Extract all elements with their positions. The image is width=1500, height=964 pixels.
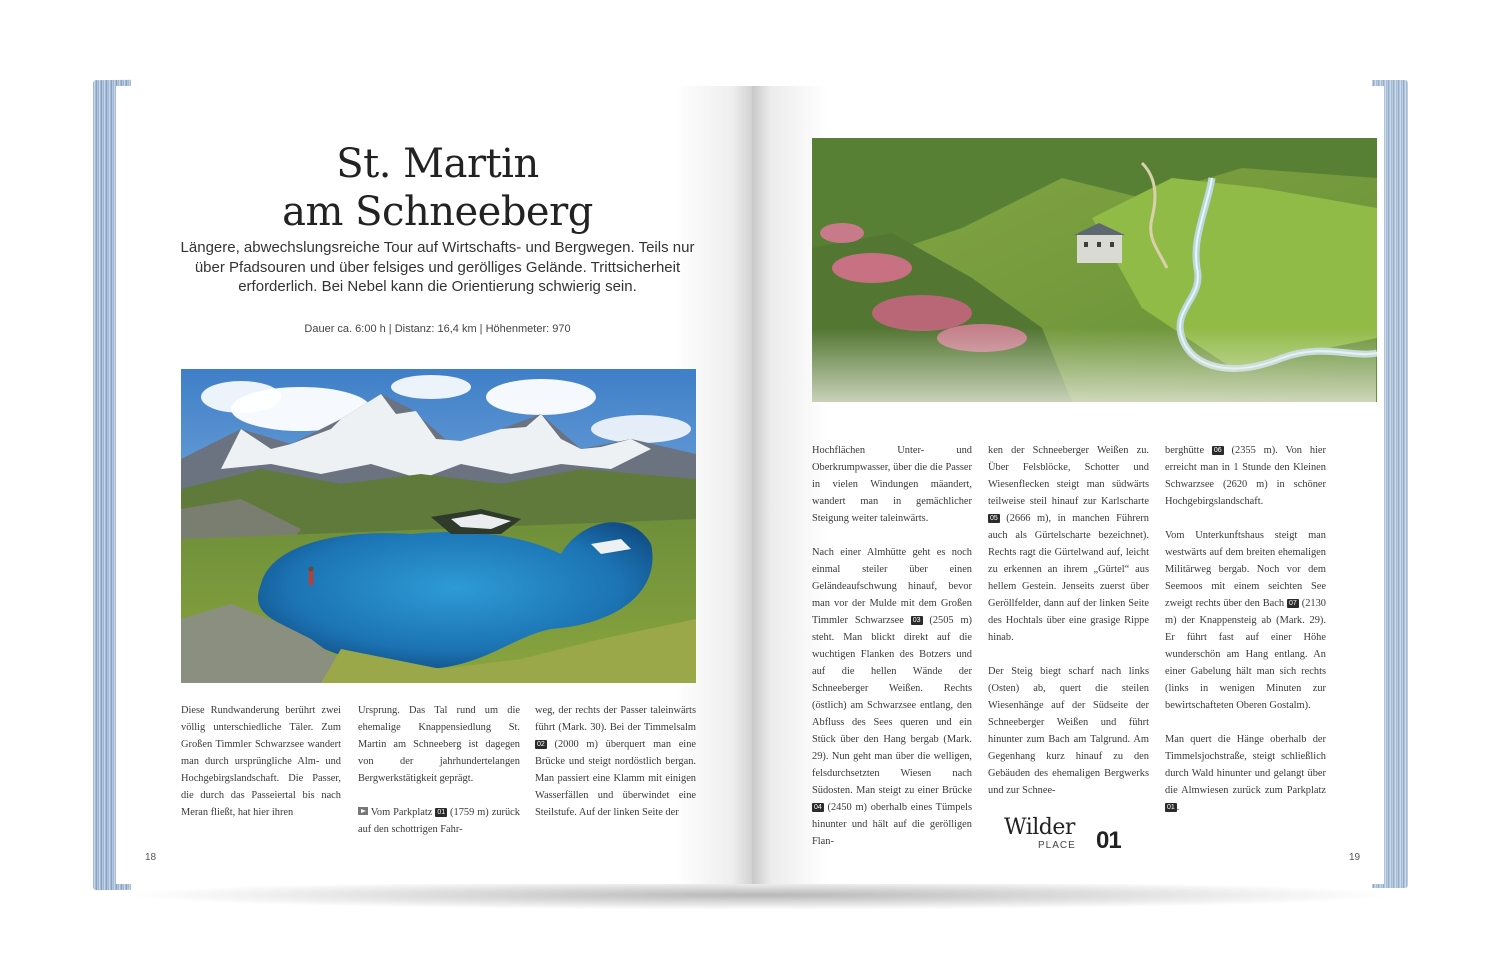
waypoint-badge: 02 <box>537 741 545 748</box>
waypoint-badge: 07 <box>1289 600 1297 607</box>
right-col3-text-1 <box>1165 442 1326 510</box>
waypoint-badge: 03 <box>912 617 921 624</box>
text-span: Man quert die Hänge oberhalb der Timmelsjochstraße, steigt schließlich durch Wald hinunter und gelangt über die Almwiesen zurück zum Parkplatz <box>1165 734 1326 796</box>
logo-word: Wilder <box>1004 815 1075 840</box>
right-column-2 <box>988 442 1149 799</box>
alpine-valley-photo <box>812 138 1377 402</box>
page-title <box>180 140 695 236</box>
right-col1-text-2 <box>812 544 972 850</box>
waypoint-badge: 01 <box>437 809 446 816</box>
waypoint-badge: 04 <box>814 804 822 811</box>
text-span: berghütte <box>1165 445 1212 456</box>
text-span: Nach einer Almhütte geht es noch einmal steiler über einen Geländeaufschwung hinauf, bevor man vor der Mulde mit dem Großen Timmler Schwarzsee <box>812 547 972 626</box>
right-column-3 <box>1165 442 1326 816</box>
text-span: (2505 m) steht. Man blickt direkt auf die wuchtigen Flanken des Botzers und auf die hellen Wände der Schneeberger Weißen. Rechts (östlich) am Schwarzsee entlang, den Abfluss des Sees queren und ein Stück über den Hang bergab (Mark. 29). Nun geht man über die welligen, felsdurchsetzten Wiesen nach Südosten. Man steigt zu einer Brücke <box>812 615 973 796</box>
col3-text <box>535 702 696 821</box>
text-span: (2666 m), in manchen Führern auch als Gürtelscharte bezeichnet). Rechts ragt die Gürtelwand auf, leicht zu erkennen an ihrem „Gürtel“ aus hellem Gestein. Jenseits zuerst über Geröllfelder, dann auf der linken Seite des Hochtals über eine grasige Rippe hinab. <box>988 513 1149 643</box>
right-col2-text-2: Der Steig biegt scharf nach links (Osten) ab, quert die steilen Wiesenhänge auf der Südseite der Schneeberger Weißen und führt hinunter zum Bach am Talgrund. Am Gegenhang kurz hinauf zu den Gebäuden des ehemaligen Bergwerks und zur Schnee- <box>988 666 1149 796</box>
text-span: Vom Parkplatz <box>368 807 436 818</box>
text-span: . <box>1176 802 1180 813</box>
tour-stats: Dauer ca. 6:00 h | Distanz: 16,4 km | Höhenmeter: 970 <box>304 323 571 335</box>
text-span: ken der Schneeberger Weißen zu. Über Felsblöcke, Schotter und Wiesenflecken steigt man südwärts teilweise steil hinauf zur Karlscharte <box>988 445 1149 507</box>
wilder-place-logo <box>1004 815 1129 855</box>
text-span: (1759 m) zurück auf den schottrigen Fahr- <box>358 807 520 835</box>
text-span: weg, der rechts der Passer taleinwärts führt (Mark. 30). Bei der Timmelsalm <box>535 705 696 733</box>
text-span: (2355 m). Von hier erreicht man in 1 Stunde den Kleinen Schwarzsee (2620 m) in schöner Hochgebirgslandschaft. <box>1165 445 1326 507</box>
col2-text-2 <box>358 804 520 838</box>
right-col3-text-3 <box>1165 731 1326 816</box>
start-arrow-icon <box>358 807 368 815</box>
page-number-left: 18 <box>145 852 157 863</box>
title-line-1: St. Martin <box>336 141 539 187</box>
text-span: (2130 m) der Knappensteig ab (Mark. 29). Er führt fast auf einer Höhe wunderschön am Hang entlang. An einer Gabelung hält man sich rechts (links in wenigen Minuten zur bewirtschafteten Oberen Gostalm). <box>1165 598 1326 711</box>
logo-number: 01 <box>1096 827 1121 854</box>
logo-place: PLACE <box>1038 840 1076 851</box>
text-span: (2450 m) oberhalb eines Tümpels hinunter und hält auf die gerölligen Flan- <box>812 802 972 847</box>
waypoint-badge: 01 <box>1167 804 1175 811</box>
book-shadow <box>120 880 1400 910</box>
col1-text: Diese Rundwanderung berührt zwei völlig unterschiedliche Täler. Zum Großen Timmler Schwarzsee wandert man durch ursprüngliche Alm- und Hochgebirgslandschaft. Die Passer, die durch das Passeiertal bis nach Meran fließt, hat hier ihren <box>181 705 341 818</box>
title-line-2: am Schneeberg <box>282 189 593 235</box>
tour-description: Längere, abwechslungsreiche Tour auf Wirtschafts- und Bergwegen. Teils nur über Pfadsouren und über felsiges und gerölliges Gelände. Trittsicherheit erforderlich. Bei Nebel kann die Orientierung schwierig sein. <box>180 239 695 295</box>
col2-text: Ursprung. Das Tal rund um die ehemalige Knappensiedlung St. Martin am Schneeberg ist dagegen von der jahrhundertelangen Bergwerkstätigkeit geprägt. <box>358 705 520 784</box>
left-column-3 <box>535 702 696 821</box>
right-col3-text-2 <box>1165 527 1326 714</box>
page-number-right: 19 <box>1349 852 1361 863</box>
left-column-1 <box>181 702 341 821</box>
left-column-2 <box>358 702 520 838</box>
right-col2-text-1 <box>988 442 1149 646</box>
text-span: Vom Unterkunftshaus steigt man westwärts auf dem breiten ehemaligen Militärweg bergab. Noch vor dem Seemoos mit einem seichten See zweigt rechts über den Bach <box>1165 530 1326 609</box>
waypoint-badge: 06 <box>1213 447 1222 454</box>
mountain-lake-photo <box>181 369 696 683</box>
text-span: (2000 m) überquert man eine Brücke und steigt nordöstlich bergan. Man passiert eine Klamm mit einigen Wasserfällen und überwindet eine Steilstufe. Auf der linken Seite der <box>535 739 696 818</box>
waypoint-badge: 05 <box>990 515 998 522</box>
right-col1-text-1: Hochflächen Unter- und Oberkrumpwasser, über die die Passer in vielen Windungen mäandert, wandert man in gemächlicher Steigung weiter taleinwärts. <box>812 445 972 524</box>
right-column-1 <box>812 442 972 850</box>
